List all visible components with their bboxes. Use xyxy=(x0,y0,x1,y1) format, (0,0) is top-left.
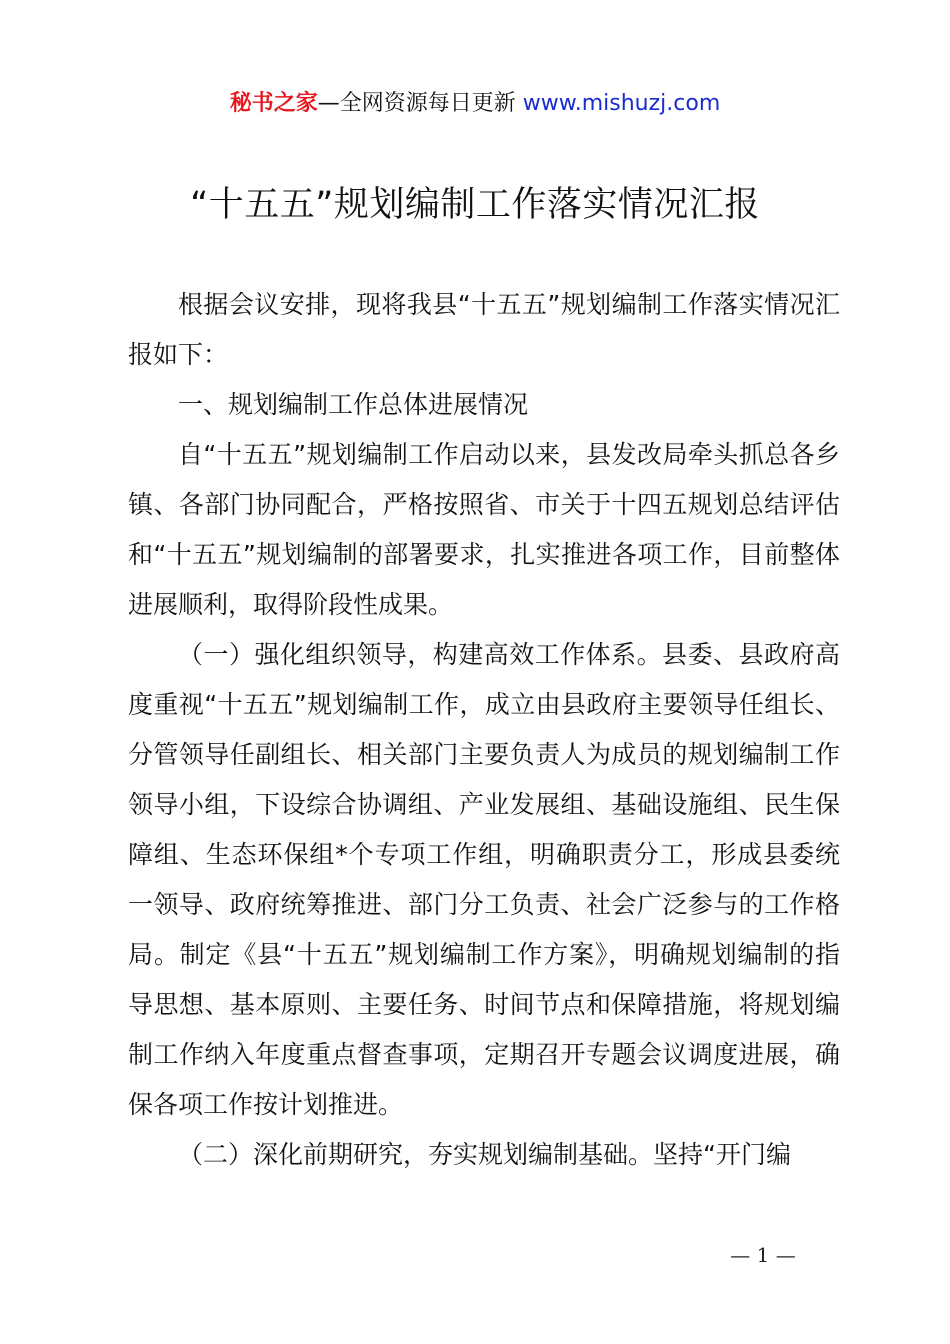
intro-paragraph: 根据会议安排，现将我县“十五五”规划编制工作落实情况汇报如下： xyxy=(128,290,840,369)
document-body xyxy=(128,280,840,1180)
page-number: — 1 — xyxy=(730,1243,796,1267)
section-heading: 一、规划编制工作总体进展情况 xyxy=(178,390,529,419)
body-paragraph: （二）深化前期研究，夯实规划编制基础。坚持“开门编 xyxy=(178,1140,791,1169)
website-link[interactable]: www.mishuzj.com xyxy=(522,91,721,116)
brand-name: 秘书之家 xyxy=(229,91,318,116)
banner-slogan: —全网资源每日更新 xyxy=(317,91,523,116)
body-paragraph: （一）强化组织领导，构建高效工作体系。县委、县政府高度重视“十五五”规划编制工作，成立由县政府主要领导任组长、分管领导任副组长、相关部门主要负责人为成员的规划编制工作领导小组，下设综合协调组、产业发展组、基础设施组、民生保障组、生态环保组*个专项工作组，明确职责分工，形成县委统一领导、政府统筹推进、部门分工负责、社会广泛参与的工作格局。制定《县“十五五”规划编制工作方案》，明确规划编制的指导思想、基本原则、主要任务、时间节点和保障措施，将规划编制工作纳入年度重点督查事项，定期召开专题会议调度进展，确保各项工作按计划推进。 xyxy=(128,640,840,1119)
document-title: “十五五”规划编制工作落实情况汇报 xyxy=(190,185,760,225)
site-banner xyxy=(0,88,950,120)
body-paragraph: 自“十五五”规划编制工作启动以来，县发改局牵头抓总各乡镇、各部门协同配合，严格按照省、市关于十四五规划总结评估和“十五五”规划编制的部署要求，扎实推进各项工作，目前整体进展顺利，取得阶段性成果。 xyxy=(128,440,840,619)
